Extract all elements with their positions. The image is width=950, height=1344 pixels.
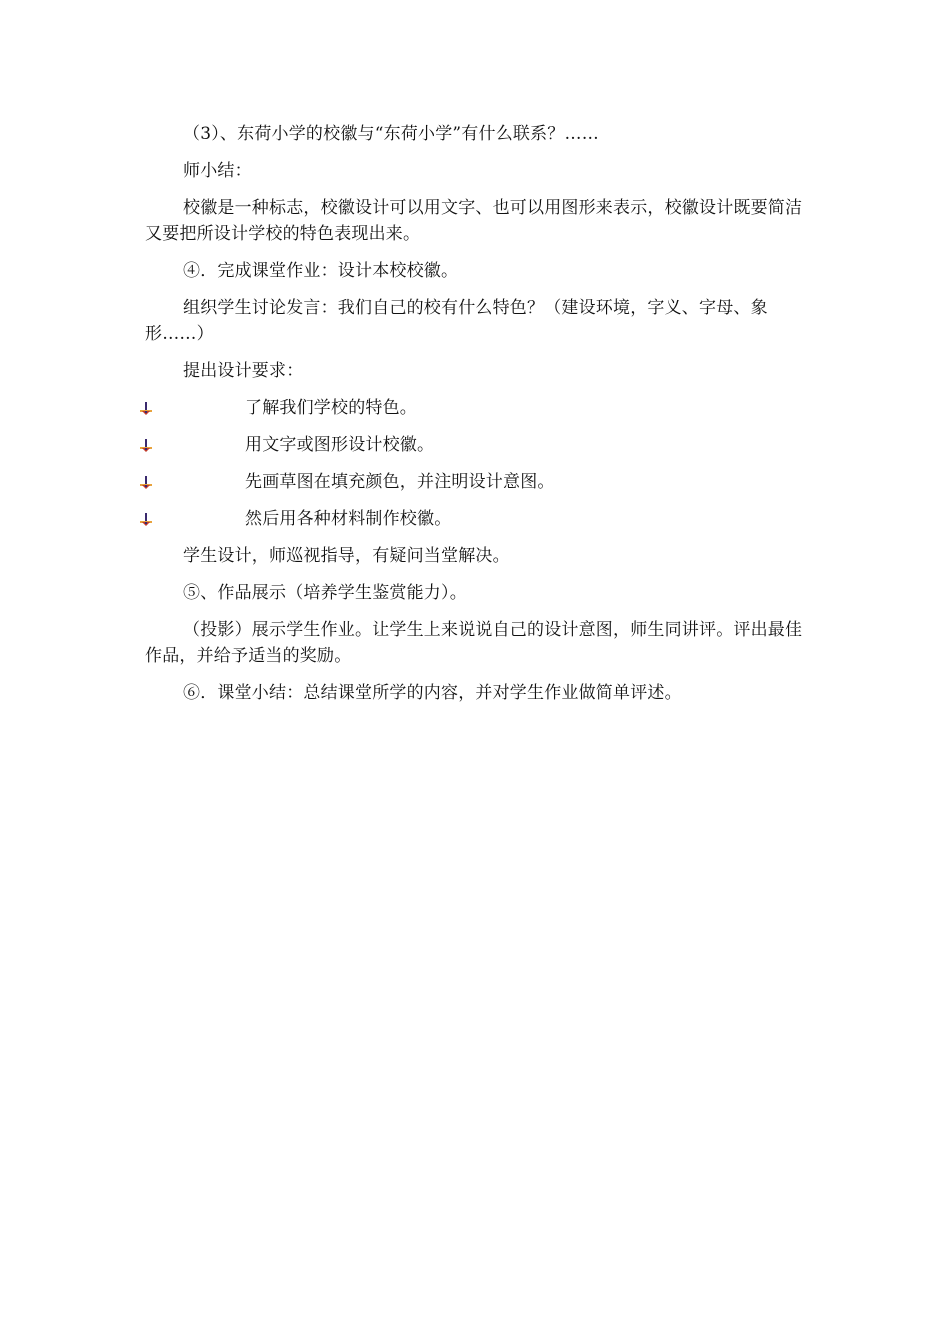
arrow-down-icon xyxy=(139,476,153,490)
list-item xyxy=(145,395,810,421)
projection-paragraph: （投影）展示学生作业。让学生上来说说自己的设计意图，师生同讲评。评出最佳作品，并给予适当的奖励。 xyxy=(145,620,803,666)
list-item-text: 然后用各种材料制作校徽。 xyxy=(245,509,452,529)
class-summary-paragraph: ⑥．课堂小结：总结课堂所学的内容，并对学生作业做简单评述。 xyxy=(183,683,682,703)
task-paragraph: ④．完成课堂作业：设计本校校徽。 xyxy=(183,261,459,281)
arrow-down-icon xyxy=(139,402,153,416)
arrow-down-icon xyxy=(139,513,153,527)
list-item-text: 用文字或图形设计校徽。 xyxy=(245,435,435,455)
arrow-down-icon xyxy=(139,439,153,453)
question-paragraph: （3）、东荷小学的校徽与“东荷小学”有什么联系？…… xyxy=(183,124,599,144)
document-body xyxy=(145,121,810,717)
list-item xyxy=(145,432,810,458)
student-design-paragraph: 学生设计，师巡视指导，有疑问当堂解决。 xyxy=(183,546,510,566)
summary-paragraph: 校徽是一种标志，校徽设计可以用文字、也可以用图形来表示，校徽设计既要简洁又要把所设计学校的特色表现出来。 xyxy=(145,198,803,244)
list-item xyxy=(145,506,810,532)
teacher-summary-heading: 师小结： xyxy=(183,161,252,181)
discussion-paragraph: 组织学生讨论发言：我们自己的校有什么特色？（建设环境，字义、字母、象形……） xyxy=(145,298,768,344)
showcase-heading: ⑤、作品展示（培养学生鉴赏能力）。 xyxy=(183,583,467,603)
list-item xyxy=(145,469,810,495)
list-item-text: 了解我们学校的特色。 xyxy=(245,398,417,418)
requirements-heading: 提出设计要求： xyxy=(183,361,304,381)
list-item-text: 先画草图在填充颜色，并注明设计意图。 xyxy=(245,472,555,492)
